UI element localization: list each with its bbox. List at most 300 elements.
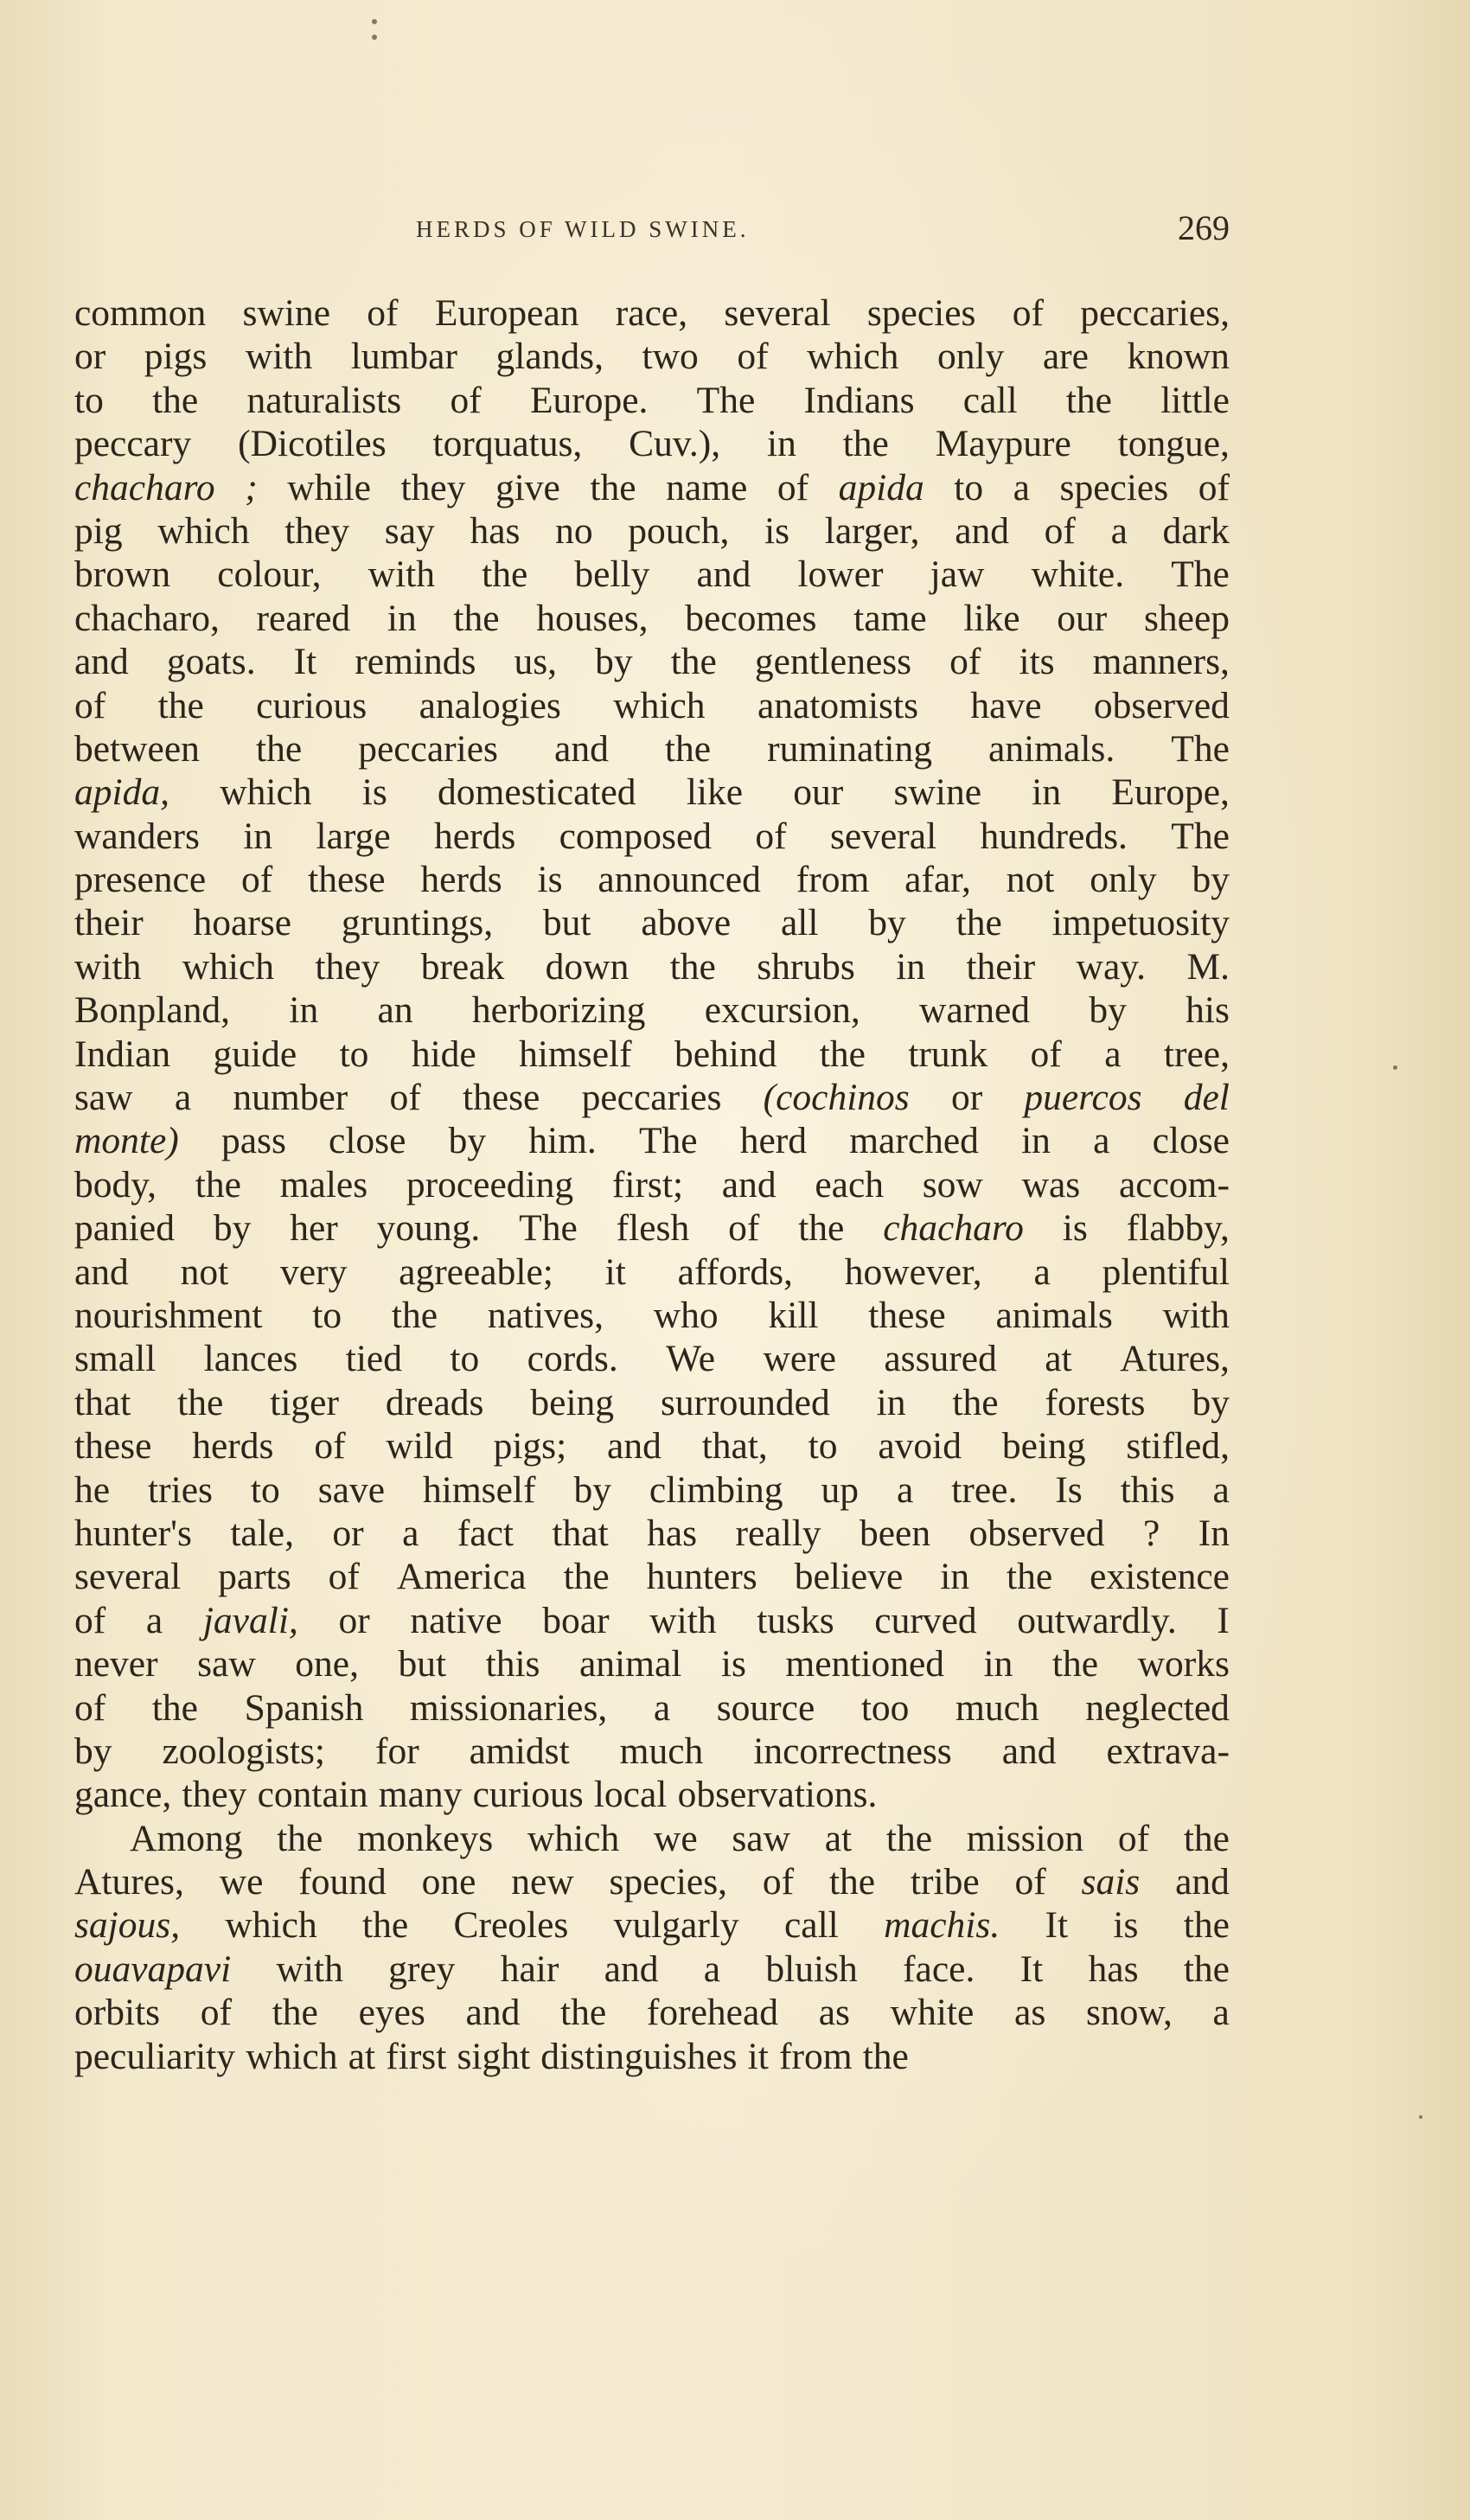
word: tiger <box>270 1381 339 1423</box>
word: observed <box>1093 684 1230 726</box>
text-line <box>74 2035 1230 2078</box>
word: up <box>821 1468 860 1511</box>
word: we <box>653 1817 698 1859</box>
word: or <box>338 1599 370 1641</box>
body-text <box>74 291 1230 2078</box>
word: the <box>1007 1556 1053 1598</box>
word: first; <box>611 1163 684 1206</box>
word: sais <box>1081 1861 1141 1903</box>
word: say <box>384 509 435 552</box>
word: which <box>246 2035 338 2077</box>
word: a <box>897 1468 914 1511</box>
word: swine <box>893 771 982 814</box>
word: of <box>728 1207 760 1250</box>
word: these <box>868 1294 946 1336</box>
word: chacharo <box>883 1207 1024 1250</box>
word: apida, <box>74 771 169 814</box>
word: number <box>233 1077 348 1119</box>
word: race, <box>615 292 688 334</box>
word: not <box>1006 859 1055 901</box>
word: by <box>1089 989 1127 1032</box>
word: gentleness <box>754 641 912 683</box>
word: pass <box>220 1120 286 1162</box>
word: they <box>315 945 380 988</box>
word: America <box>396 1556 527 1598</box>
word: Europe, <box>1111 771 1230 814</box>
text-line <box>74 1033 1230 1076</box>
word: domesticated <box>438 771 636 814</box>
word: grey <box>388 1948 456 1990</box>
word: the <box>482 553 528 596</box>
word: much <box>619 1730 704 1772</box>
word: herds <box>434 815 516 857</box>
word: flesh <box>616 1207 690 1250</box>
word: Indian <box>74 1033 171 1075</box>
text-line <box>74 1206 1230 1250</box>
word: curved <box>874 1599 977 1641</box>
word: the <box>885 1817 933 1859</box>
word: M. <box>1186 945 1230 988</box>
word: several <box>829 815 937 857</box>
word: mentioned <box>785 1643 945 1685</box>
word: in <box>1032 771 1062 814</box>
word: found <box>298 1861 387 1903</box>
word: herds <box>420 859 502 901</box>
word: that, <box>701 1425 768 1468</box>
word: kill <box>768 1294 819 1336</box>
text-line <box>74 640 1230 683</box>
word: gruntings, <box>341 902 494 944</box>
word: of <box>949 641 981 683</box>
word: by <box>1192 1381 1230 1423</box>
word: above <box>641 902 732 944</box>
running-head <box>74 208 1230 263</box>
word: a <box>174 1077 192 1119</box>
word: save <box>317 1468 386 1511</box>
word: himself <box>519 1033 632 1075</box>
text-line <box>74 335 1230 378</box>
word: climbing <box>649 1468 783 1511</box>
text-line <box>74 1773 1230 1816</box>
word: hoarse <box>193 902 292 944</box>
word: himself <box>422 1468 536 1511</box>
word: goats. <box>166 641 256 683</box>
word: ; <box>245 466 258 508</box>
text-line <box>74 1730 1230 1773</box>
word: of <box>200 1992 233 2034</box>
word: the <box>563 1556 610 1598</box>
word: guide <box>213 1033 297 1075</box>
word: boar <box>542 1599 610 1641</box>
word: at <box>1045 1338 1072 1380</box>
word: tale, <box>230 1512 294 1554</box>
word: The <box>1171 553 1230 596</box>
page-speck <box>372 35 377 40</box>
word: and <box>74 641 129 683</box>
word: animals. <box>988 727 1115 770</box>
word: larger, <box>824 509 920 552</box>
word: from <box>778 2035 853 2077</box>
word: warned <box>919 989 1031 1032</box>
word: these <box>462 1077 540 1119</box>
word: tongue, <box>1117 423 1230 465</box>
word: reared <box>256 597 351 639</box>
word: in <box>289 989 319 1032</box>
word: with <box>1162 1294 1230 1336</box>
word: one, <box>295 1643 359 1685</box>
word: It <box>293 641 317 683</box>
word: by <box>573 1468 611 1511</box>
word: belly <box>574 553 650 596</box>
word: at <box>824 1817 853 1859</box>
word: in <box>766 423 796 465</box>
word: of <box>1044 509 1076 552</box>
word: being <box>530 1381 615 1423</box>
word: name <box>666 466 748 508</box>
word: a <box>1104 1033 1122 1075</box>
word: the <box>362 1904 409 1947</box>
word: missionaries, <box>409 1686 608 1729</box>
word: of <box>241 859 273 901</box>
word: peccaries <box>358 727 498 770</box>
text-line <box>74 1076 1230 1119</box>
word: forests <box>1045 1381 1146 1423</box>
word: monte) <box>74 1120 179 1162</box>
word: curious <box>472 1774 584 1816</box>
word: peccary <box>74 423 192 465</box>
word: pigs; <box>493 1425 567 1468</box>
word: snow, <box>1085 1992 1173 2034</box>
word: nourishment <box>74 1294 263 1336</box>
word: for <box>374 1730 419 1772</box>
word: its <box>1019 641 1055 683</box>
word: way. <box>1076 945 1147 988</box>
word: hide <box>411 1033 476 1075</box>
word: pouch, <box>628 509 730 552</box>
word: peculiarity <box>74 2035 236 2077</box>
word: torquatus, <box>432 423 583 465</box>
word: the <box>670 641 717 683</box>
word: peccaries <box>581 1077 722 1119</box>
word: in <box>896 945 926 988</box>
word: of <box>450 379 482 421</box>
word: a <box>703 1948 721 1990</box>
word: monkeys <box>357 1817 494 1859</box>
word: the <box>956 902 1002 944</box>
word: body, <box>74 1163 157 1206</box>
word: to <box>312 1294 342 1336</box>
text-line <box>74 858 1230 901</box>
word: behind <box>674 1033 777 1075</box>
word: javali, <box>202 1599 298 1641</box>
word: plentiful <box>1102 1250 1230 1293</box>
word: but <box>398 1643 447 1685</box>
word: is <box>764 509 790 552</box>
word: they <box>284 509 350 552</box>
word: down <box>545 945 630 988</box>
word: as <box>818 1992 850 2034</box>
text-line <box>74 291 1230 335</box>
word: that <box>552 1512 609 1554</box>
word: is <box>720 1643 746 1685</box>
word: observations. <box>677 1774 878 1816</box>
word: amidst <box>469 1730 570 1772</box>
word: who <box>653 1294 719 1336</box>
word: gance, <box>74 1774 172 1816</box>
word: The <box>519 1207 578 1250</box>
word: stifled, <box>1126 1425 1230 1468</box>
word: and <box>554 727 609 770</box>
word: Is <box>1055 1468 1083 1511</box>
word: common <box>74 292 207 334</box>
text-line <box>74 1163 1230 1206</box>
word: chacharo <box>74 466 215 508</box>
word: but <box>542 902 591 944</box>
word: Spanish <box>244 1686 364 1729</box>
word: not <box>180 1250 229 1293</box>
word: the <box>828 1861 876 1903</box>
word: the <box>453 597 500 639</box>
word: the <box>798 1207 845 1250</box>
word: of <box>1030 1033 1062 1075</box>
word: our <box>793 771 844 814</box>
word: Bonpland, <box>74 989 231 1032</box>
word: fact <box>457 1512 514 1554</box>
word: lances <box>203 1338 298 1380</box>
word: surrounded <box>660 1381 830 1423</box>
page-speck <box>1393 1065 1397 1070</box>
word: saw <box>74 1077 133 1119</box>
word: of <box>755 815 787 857</box>
word: new <box>511 1861 574 1903</box>
word: the <box>391 1294 438 1336</box>
text-line <box>74 1642 1230 1685</box>
word: species <box>1059 466 1169 508</box>
word: ? <box>1142 1512 1160 1554</box>
word: and <box>1175 1861 1230 1903</box>
word: first <box>386 2035 447 2077</box>
word: ruminating <box>767 727 932 770</box>
text-line <box>74 1468 1230 1512</box>
word: sheep <box>1143 597 1230 639</box>
word: incorrectness <box>753 1730 952 1772</box>
word: naturalists <box>246 379 402 421</box>
word: wild <box>386 1425 453 1468</box>
word: herds <box>192 1425 274 1468</box>
word: has <box>1088 1948 1139 1990</box>
text-line <box>74 422 1230 465</box>
word: hundreds. <box>980 815 1128 857</box>
word: the <box>1183 1817 1230 1859</box>
word: hair <box>500 1948 559 1990</box>
word: her <box>290 1207 338 1250</box>
word: accom- <box>1118 1163 1230 1206</box>
word: small <box>74 1338 157 1380</box>
word: species, <box>609 1861 728 1903</box>
word: only <box>1090 859 1157 901</box>
word: is <box>1062 1207 1088 1250</box>
word: been <box>859 1512 931 1554</box>
word: which <box>807 336 899 378</box>
word: works <box>1137 1643 1230 1685</box>
word: presence <box>74 859 207 901</box>
word: the <box>195 1163 241 1206</box>
word: agreeable; <box>399 1250 553 1293</box>
word: one <box>421 1861 476 1903</box>
text-line <box>74 1903 1230 1947</box>
word: of <box>389 1077 421 1119</box>
word: by <box>868 902 906 944</box>
word: it <box>747 2035 769 2077</box>
word: by <box>1192 859 1230 901</box>
word: composed <box>559 815 713 857</box>
word: chacharo, <box>74 597 220 639</box>
word: the <box>1183 1948 1230 1990</box>
word: announced <box>598 859 761 901</box>
word: tree. <box>951 1468 1018 1511</box>
word: between <box>74 727 200 770</box>
word: very <box>280 1250 348 1293</box>
word: animal <box>578 1643 682 1685</box>
word: outwardly. <box>1017 1599 1177 1641</box>
word: is <box>361 771 387 814</box>
word: to <box>808 1425 838 1468</box>
word: native <box>410 1599 502 1641</box>
word: becomes <box>685 597 817 639</box>
text-line <box>74 466 1230 509</box>
word: Maypure <box>935 423 1071 465</box>
word: animals <box>995 1294 1113 1336</box>
word: of <box>777 466 809 508</box>
text-line <box>74 901 1230 944</box>
word: which <box>527 1817 620 1859</box>
word: the <box>177 1381 224 1423</box>
word: known <box>1127 336 1230 378</box>
text-line <box>74 1337 1230 1380</box>
word: by <box>213 1207 252 1250</box>
word: panied <box>74 1207 175 1250</box>
word: us, <box>514 641 558 683</box>
word: never <box>74 1643 158 1685</box>
word: bluish <box>765 1948 858 1990</box>
text-line <box>74 553 1230 596</box>
page-number: 269 <box>1178 208 1230 247</box>
word: zoologists; <box>162 1730 325 1772</box>
word: the <box>862 2035 909 2077</box>
text-line <box>74 1948 1230 1991</box>
word: to <box>250 1468 280 1511</box>
word: these <box>74 1425 152 1468</box>
word: and <box>955 509 1010 552</box>
word: the <box>819 1033 866 1075</box>
word: this <box>485 1643 540 1685</box>
word: by <box>595 641 633 683</box>
word: Cuv.), <box>629 423 721 465</box>
word: wanders <box>74 815 200 857</box>
word: swine <box>242 292 331 334</box>
text-line <box>74 1250 1230 1294</box>
word: the <box>1065 379 1112 421</box>
word: reminds <box>355 641 476 683</box>
word: the <box>842 423 889 465</box>
word: the <box>1051 1643 1099 1685</box>
word: pigs <box>144 336 208 378</box>
word: saw <box>197 1643 256 1685</box>
word: with <box>368 553 436 596</box>
word: a <box>1093 1120 1110 1162</box>
word: cords. <box>527 1338 618 1380</box>
word: he <box>74 1468 111 1511</box>
word: the <box>1183 1904 1230 1947</box>
word: flabby, <box>1126 1207 1230 1250</box>
word: tusks <box>757 1599 834 1641</box>
page-speck <box>1419 2115 1422 2119</box>
word: is <box>537 859 563 901</box>
word: of <box>314 1425 346 1468</box>
word: the <box>590 466 636 508</box>
word: tries <box>148 1468 213 1511</box>
word: which <box>613 684 706 726</box>
word: pig <box>74 509 123 552</box>
word: I <box>1217 1599 1230 1641</box>
word: with <box>245 336 313 378</box>
word: existence <box>1090 1556 1230 1598</box>
word: In <box>1198 1512 1230 1554</box>
text-line <box>74 1817 1230 1860</box>
word: extrava- <box>1106 1730 1230 1772</box>
word: dreads <box>385 1381 484 1423</box>
word: an <box>377 989 413 1032</box>
word: a <box>402 1512 419 1554</box>
word: jaw <box>930 553 985 596</box>
word: a <box>1013 466 1030 508</box>
word: Europe. <box>529 379 649 421</box>
word: We <box>666 1338 716 1380</box>
text-line <box>74 1860 1230 1903</box>
text-line <box>74 597 1230 640</box>
word: too <box>860 1686 910 1729</box>
text-line <box>74 1294 1230 1337</box>
word: their <box>966 945 1036 988</box>
word: in <box>940 1556 970 1598</box>
word: and <box>721 1163 777 1206</box>
word: of <box>328 1556 360 1598</box>
word: of <box>1117 1817 1150 1859</box>
word: houses, <box>536 597 649 639</box>
word: the <box>664 727 712 770</box>
word: and <box>465 1992 521 2034</box>
word: however, <box>844 1250 982 1293</box>
word: in <box>1021 1120 1051 1162</box>
word: avoid <box>878 1425 962 1468</box>
text-line <box>74 815 1230 858</box>
word: while <box>287 466 371 508</box>
word: a <box>1033 1250 1051 1293</box>
word: his <box>1186 989 1230 1032</box>
text-line <box>74 1381 1230 1424</box>
word: glands, <box>495 336 604 378</box>
word: little <box>1160 379 1230 421</box>
word: close <box>329 1120 406 1162</box>
word: a <box>1212 1992 1230 2034</box>
word: to <box>954 466 984 508</box>
text-line <box>74 1512 1230 1555</box>
word: the <box>560 1992 607 2034</box>
word: to <box>74 379 104 421</box>
word: or <box>74 336 106 378</box>
word: and <box>604 1948 659 1990</box>
word: no <box>555 509 593 552</box>
